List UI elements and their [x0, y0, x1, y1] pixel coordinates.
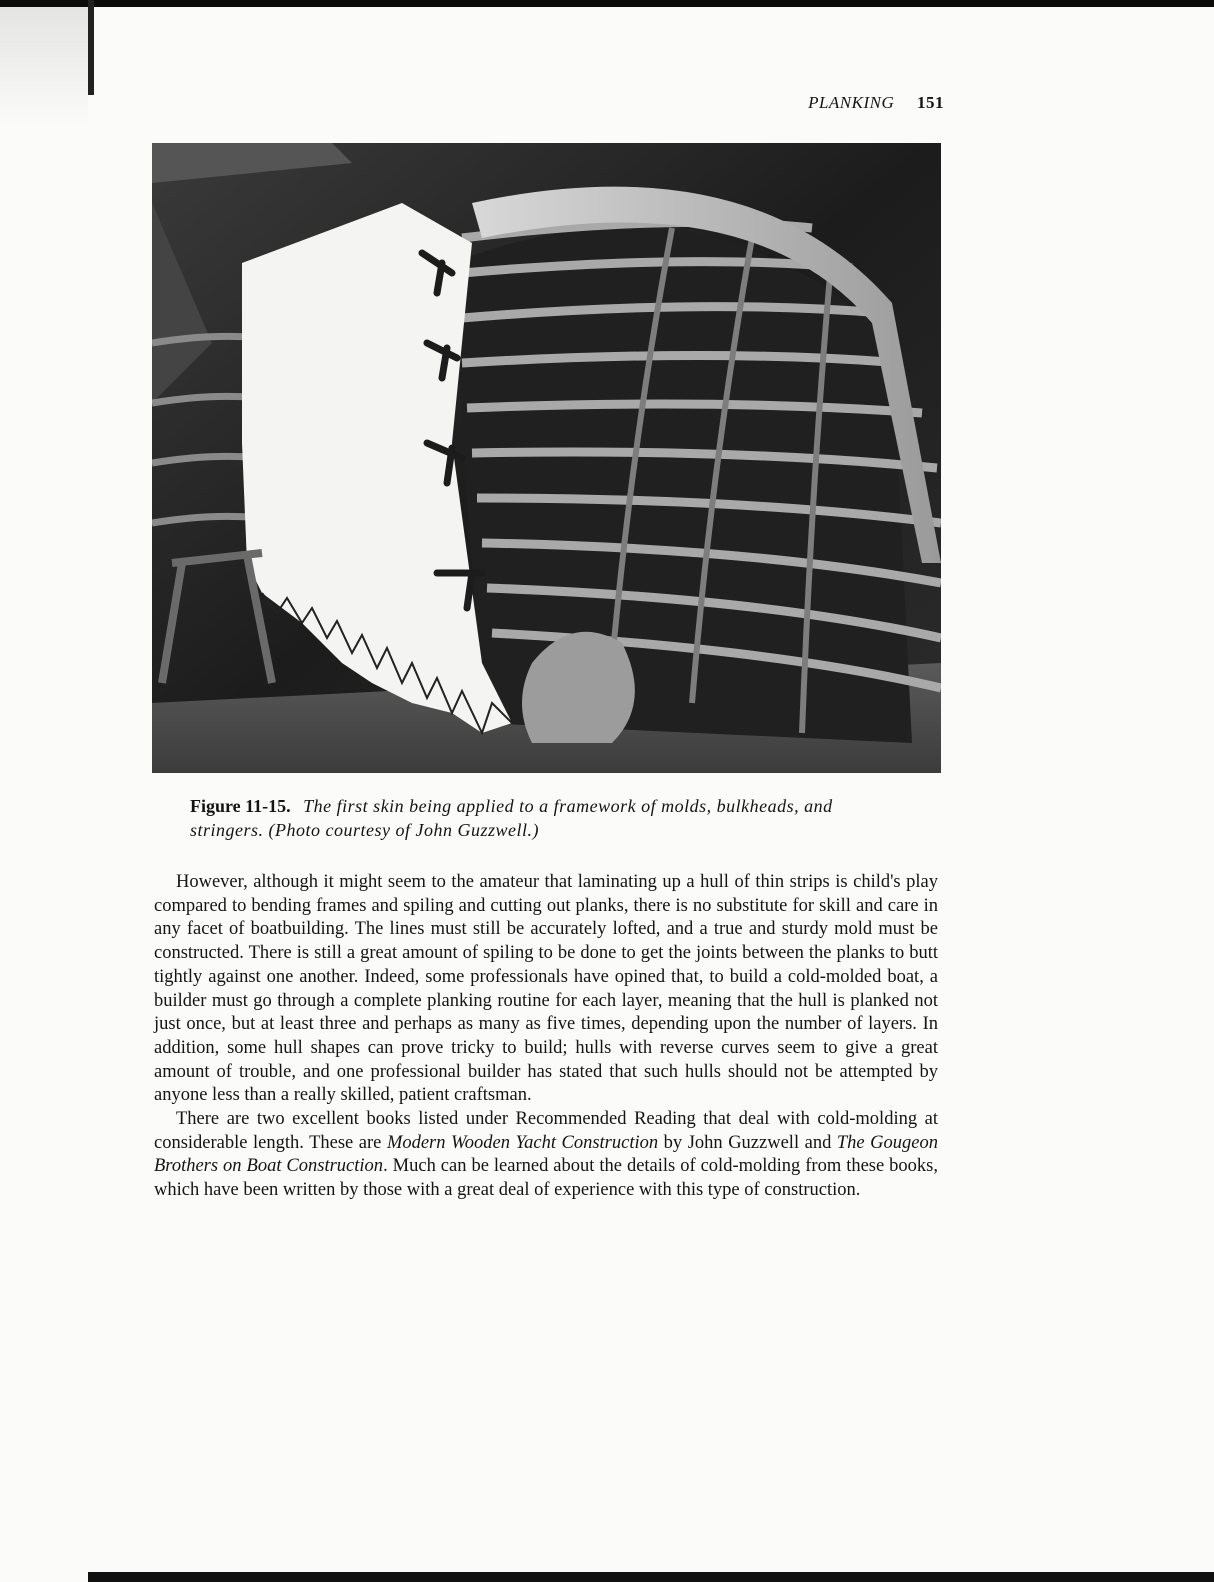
figure-caption-text: The first skin being applied to a framework of molds, bulkheads, and stringers. (Photo courtesy of John Guzzwell.)	[190, 796, 833, 840]
paragraph-2-part-3: . Much can be learned about the details of cold-molding from these books, which have been written by those with a great deal of experience with this type of construction.	[154, 1156, 938, 1201]
scan-edge-left	[88, 0, 94, 95]
paragraph-2-part-2: by John Guzzwell and	[658, 1132, 837, 1153]
scan-shadow	[0, 7, 88, 127]
hull-framework-illustration	[152, 143, 941, 773]
figure-label: Figure 11-15.	[190, 796, 291, 816]
section-title: PLANKING	[808, 93, 895, 112]
body-text	[154, 871, 938, 1203]
scan-edge-top	[0, 0, 1214, 7]
paragraph-2-part-1: There are two excellent books listed under Recommended Reading that deal with cold-molding at considerable length. These are	[154, 1109, 938, 1153]
boat-hull-photo	[152, 143, 941, 773]
running-header	[808, 93, 944, 113]
book-title-2: The Gougeon Brothers on Boat Construction	[154, 1132, 938, 1177]
book-title-1: Modern Wooden Yacht Construction	[386, 1132, 659, 1153]
paragraph-2	[154, 1108, 938, 1203]
paragraph-1: However, although it might seem to the amateur that laminating up a hull of thin strips is child's play compared to bending frames and spiling and cutting out planks, there is no substitute for skill and care in any facet of boatbuilding. The lines must still be accurately lofted, and a true and sturdy mold must be constructed. There is still a great amount of spiling to be done to get the joints between the planks to butt tightly against one another. Indeed, some professionals have opined that, to build a cold-molded boat, a builder must go through a complete planking routine for each layer, meaning that the hull is planked not just once, but at least three and perhaps as many as five times, depending upon the number of layers. In addition, some hull shapes can prove tricky to build; hulls with reverse curves seem to give a great amount of trouble, and one professional builder has stated that such hulls should not be attempted by anyone less than a really skilled, patient craftsman.	[154, 872, 938, 1106]
page-number: 151	[917, 93, 944, 112]
figure-caption	[190, 794, 905, 842]
scan-edge-bottom	[88, 1572, 1214, 1582]
